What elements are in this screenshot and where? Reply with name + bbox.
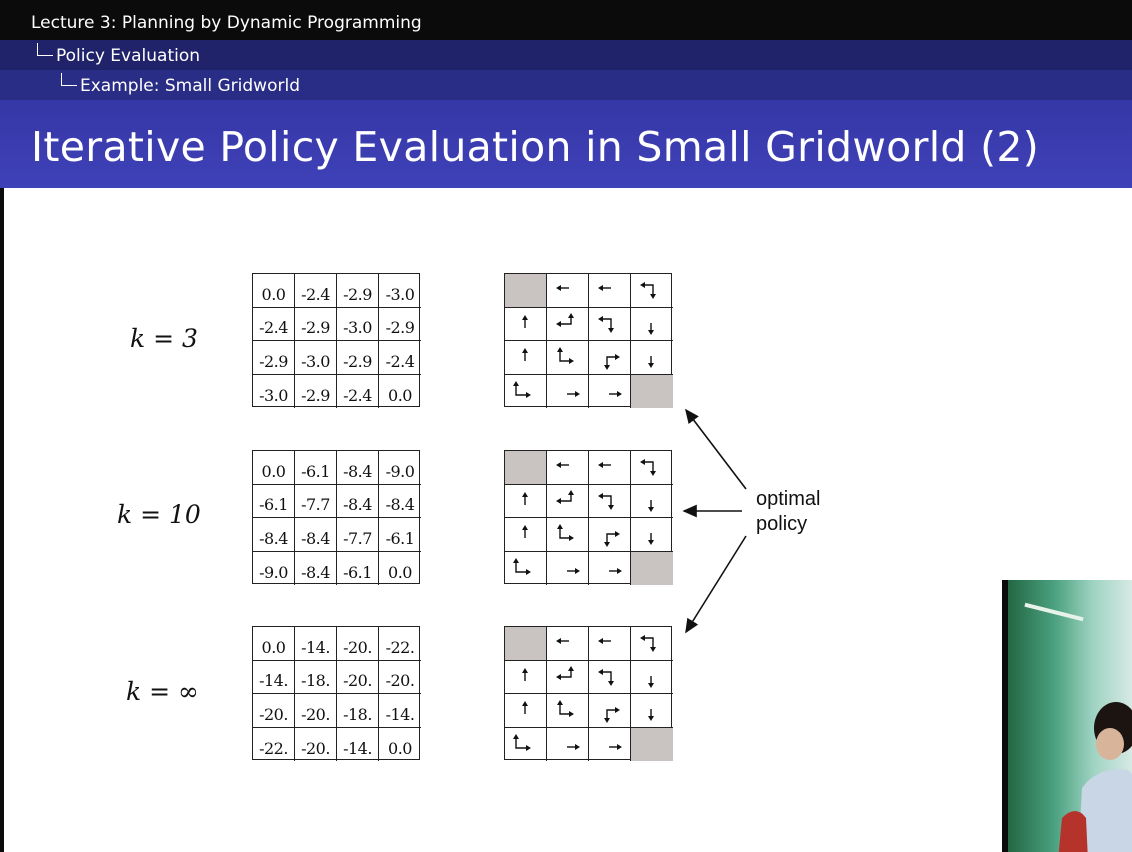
k-label-text: k = 10	[117, 500, 201, 529]
left-arrow-icon	[547, 274, 589, 308]
policy-grid-k3	[504, 273, 672, 407]
up-right-arrow-icon	[505, 552, 547, 586]
policy-cell-down-right-arrow-icon	[547, 341, 589, 375]
value-cell: 0.0	[253, 627, 295, 661]
right-arrow-icon	[589, 728, 631, 762]
ceiling-light-icon	[1024, 603, 1083, 621]
value-grid-kinf	[252, 626, 420, 760]
value-cell: -8.4	[337, 485, 379, 519]
speaker-icon	[1058, 700, 1132, 852]
policy-cell-left-down-arrow-icon	[631, 627, 673, 661]
terminal-cell	[631, 552, 673, 586]
policy-cell-left-down-arrow-icon	[631, 274, 673, 308]
lecture-title: Lecture 3: Planning by Dynamic Programming	[31, 13, 422, 33]
value-cell: -8.4	[337, 451, 379, 485]
left-arrow-icon	[547, 627, 589, 661]
policy-cell-up-left-arrow-icon	[547, 485, 589, 519]
down-right-arrow-icon	[547, 694, 589, 728]
value-cell: -22.	[379, 627, 421, 661]
value-cell: -22.	[253, 728, 295, 762]
policy-cell-left-arrow-icon	[547, 627, 589, 661]
up-left-arrow-icon	[547, 308, 589, 342]
k-label-text: k = 3	[130, 324, 198, 353]
right-arrow-icon	[547, 552, 589, 586]
left-down-arrow-icon	[589, 485, 631, 519]
value-cell: -14.	[337, 728, 379, 762]
value-cell: -20.	[295, 694, 337, 728]
optimal-policy-annotation	[756, 487, 820, 537]
down-arrow-icon	[631, 661, 673, 695]
value-grid-k3	[252, 273, 420, 407]
value-cell: -3.0	[337, 308, 379, 342]
policy-cell-right-arrow-icon	[547, 375, 589, 409]
right-down-arrow-icon	[589, 341, 631, 375]
right-down-arrow-icon	[589, 694, 631, 728]
arrow-to-k3-icon	[686, 410, 746, 489]
value-cell: -9.0	[379, 451, 421, 485]
policy-grid-k10	[504, 450, 672, 584]
policy-cell-up-left-arrow-icon	[547, 308, 589, 342]
left-arrow-icon	[589, 627, 631, 661]
slide-title: Iterative Policy Evaluation in Small Gridworld (2)	[31, 123, 1040, 171]
value-cell: -2.9	[337, 274, 379, 308]
policy-cell-left-arrow-icon	[547, 274, 589, 308]
policy-cell-up-arrow-icon	[505, 341, 547, 375]
policy-cell-up-arrow-icon	[505, 518, 547, 552]
value-cell: -2.4	[253, 308, 295, 342]
k-label-infinity	[126, 677, 199, 706]
left-down-arrow-icon	[589, 308, 631, 342]
value-cell: -2.4	[295, 274, 337, 308]
policy-cell-up-right-arrow-icon	[505, 375, 547, 409]
policy-cell-left-arrow-icon	[589, 274, 631, 308]
value-cell: -2.9	[295, 308, 337, 342]
down-arrow-icon	[631, 694, 673, 728]
value-cell: -18.	[337, 694, 379, 728]
annotation-line-2: policy	[756, 513, 808, 535]
policy-cell-right-down-arrow-icon	[589, 341, 631, 375]
policy-cell-down-right-arrow-icon	[547, 694, 589, 728]
policy-cell-down-arrow-icon	[631, 518, 673, 552]
down-arrow-icon	[631, 341, 673, 375]
video-edge	[1002, 580, 1008, 852]
policy-cell-up-arrow-icon	[505, 694, 547, 728]
policy-cell-right-arrow-icon	[547, 552, 589, 586]
value-cell: -2.4	[337, 375, 379, 409]
value-cell: -2.4	[379, 341, 421, 375]
terminal-cell	[505, 274, 547, 308]
annotation-arrows	[670, 400, 770, 650]
k-label-text: k = ∞	[126, 677, 199, 706]
policy-cell-right-arrow-icon	[589, 552, 631, 586]
right-arrow-icon	[547, 375, 589, 409]
subsection-title: Example: Small Gridworld	[80, 76, 300, 96]
value-cell: 0.0	[253, 451, 295, 485]
annotation-line-1: optimal	[756, 488, 821, 510]
right-arrow-icon	[547, 728, 589, 762]
policy-cell-right-arrow-icon	[589, 728, 631, 762]
value-cell: -6.1	[337, 552, 379, 586]
value-cell: -7.7	[337, 518, 379, 552]
policy-cell-down-arrow-icon	[631, 308, 673, 342]
value-cell: -3.0	[295, 341, 337, 375]
breadcrumb-subsection	[80, 76, 300, 96]
right-down-arrow-icon	[589, 518, 631, 552]
policy-cell-down-arrow-icon	[631, 341, 673, 375]
policy-cell-right-down-arrow-icon	[589, 518, 631, 552]
speaker-video	[1002, 580, 1132, 852]
value-cell: -8.4	[379, 485, 421, 519]
value-cell: -20.	[253, 694, 295, 728]
value-cell: -2.9	[337, 341, 379, 375]
section-title: Policy Evaluation	[56, 46, 201, 66]
value-cell: -6.1	[253, 485, 295, 519]
value-cell: -6.1	[295, 451, 337, 485]
arrow-to-kinf-icon	[686, 536, 746, 632]
left-border	[0, 188, 4, 852]
value-cell: -20.	[337, 661, 379, 695]
policy-grid-kinf	[504, 626, 672, 760]
value-cell: -3.0	[253, 375, 295, 409]
policy-cell-down-arrow-icon	[631, 485, 673, 519]
down-right-arrow-icon	[547, 341, 589, 375]
terminal-cell	[631, 728, 673, 762]
breadcrumb-corner-icon	[61, 73, 77, 86]
section-header	[0, 40, 1132, 70]
down-arrow-icon	[631, 308, 673, 342]
value-cell: -2.9	[295, 375, 337, 409]
policy-cell-right-down-arrow-icon	[589, 694, 631, 728]
value-cell: -18.	[295, 661, 337, 695]
up-arrow-icon	[505, 518, 547, 552]
value-cell: -14.	[295, 627, 337, 661]
value-grid-k10	[252, 450, 420, 584]
policy-cell-left-down-arrow-icon	[589, 308, 631, 342]
policy-cell-up-right-arrow-icon	[505, 552, 547, 586]
policy-cell-right-arrow-icon	[547, 728, 589, 762]
policy-cell-down-arrow-icon	[631, 661, 673, 695]
k-label-10	[117, 500, 201, 529]
slide-title-bar	[0, 100, 1132, 188]
up-right-arrow-icon	[505, 728, 547, 762]
policy-cell-left-down-arrow-icon	[631, 451, 673, 485]
k-label-3	[130, 324, 198, 353]
value-cell: 0.0	[388, 739, 412, 758]
value-cell: -2.9	[379, 308, 421, 342]
value-cell: -14.	[253, 661, 295, 695]
up-left-arrow-icon	[547, 661, 589, 695]
policy-cell-up-left-arrow-icon	[547, 661, 589, 695]
terminal-cell	[505, 627, 547, 661]
subsection-header	[0, 70, 1132, 100]
left-down-arrow-icon	[589, 661, 631, 695]
left-down-arrow-icon	[631, 451, 673, 485]
left-arrow-icon	[547, 451, 589, 485]
value-cell: -7.7	[295, 485, 337, 519]
policy-cell-up-arrow-icon	[505, 485, 547, 519]
up-arrow-icon	[505, 694, 547, 728]
lecture-header	[0, 0, 1132, 40]
value-cell: -3.0	[379, 274, 421, 308]
policy-cell-right-arrow-icon	[589, 375, 631, 409]
value-cell: -2.9	[253, 341, 295, 375]
up-right-arrow-icon	[505, 375, 547, 409]
value-cell: 0.0	[388, 386, 412, 405]
terminal-cell	[631, 375, 673, 409]
policy-cell-left-down-arrow-icon	[589, 485, 631, 519]
up-left-arrow-icon	[547, 485, 589, 519]
value-cell: -20.	[337, 627, 379, 661]
policy-cell-up-arrow-icon	[505, 308, 547, 342]
value-cell: -20.	[295, 728, 337, 762]
up-arrow-icon	[505, 661, 547, 695]
value-cell: -14.	[379, 694, 421, 728]
right-arrow-icon	[589, 552, 631, 586]
up-arrow-icon	[505, 341, 547, 375]
right-arrow-icon	[589, 375, 631, 409]
down-arrow-icon	[631, 518, 673, 552]
value-cell: -8.4	[253, 518, 295, 552]
down-arrow-icon	[631, 485, 673, 519]
policy-cell-up-right-arrow-icon	[505, 728, 547, 762]
policy-cell-down-right-arrow-icon	[547, 518, 589, 552]
left-arrow-icon	[589, 274, 631, 308]
policy-cell-left-down-arrow-icon	[589, 661, 631, 695]
policy-cell-left-arrow-icon	[589, 627, 631, 661]
value-cell: 0.0	[253, 274, 295, 308]
value-cell: -8.4	[295, 518, 337, 552]
policy-cell-left-arrow-icon	[547, 451, 589, 485]
value-cell: 0.0	[388, 563, 412, 582]
breadcrumb-section	[56, 46, 200, 66]
policy-cell-up-arrow-icon	[505, 661, 547, 695]
left-down-arrow-icon	[631, 274, 673, 308]
breadcrumb-corner-icon	[37, 43, 53, 56]
up-arrow-icon	[505, 485, 547, 519]
value-cell: -9.0	[253, 552, 295, 586]
down-right-arrow-icon	[547, 518, 589, 552]
left-arrow-icon	[589, 451, 631, 485]
policy-cell-down-arrow-icon	[631, 694, 673, 728]
value-cell: -20.	[379, 661, 421, 695]
terminal-cell	[505, 451, 547, 485]
value-cell: -6.1	[379, 518, 421, 552]
up-arrow-icon	[505, 308, 547, 342]
policy-cell-left-arrow-icon	[589, 451, 631, 485]
value-cell: -8.4	[295, 552, 337, 586]
left-down-arrow-icon	[631, 627, 673, 661]
